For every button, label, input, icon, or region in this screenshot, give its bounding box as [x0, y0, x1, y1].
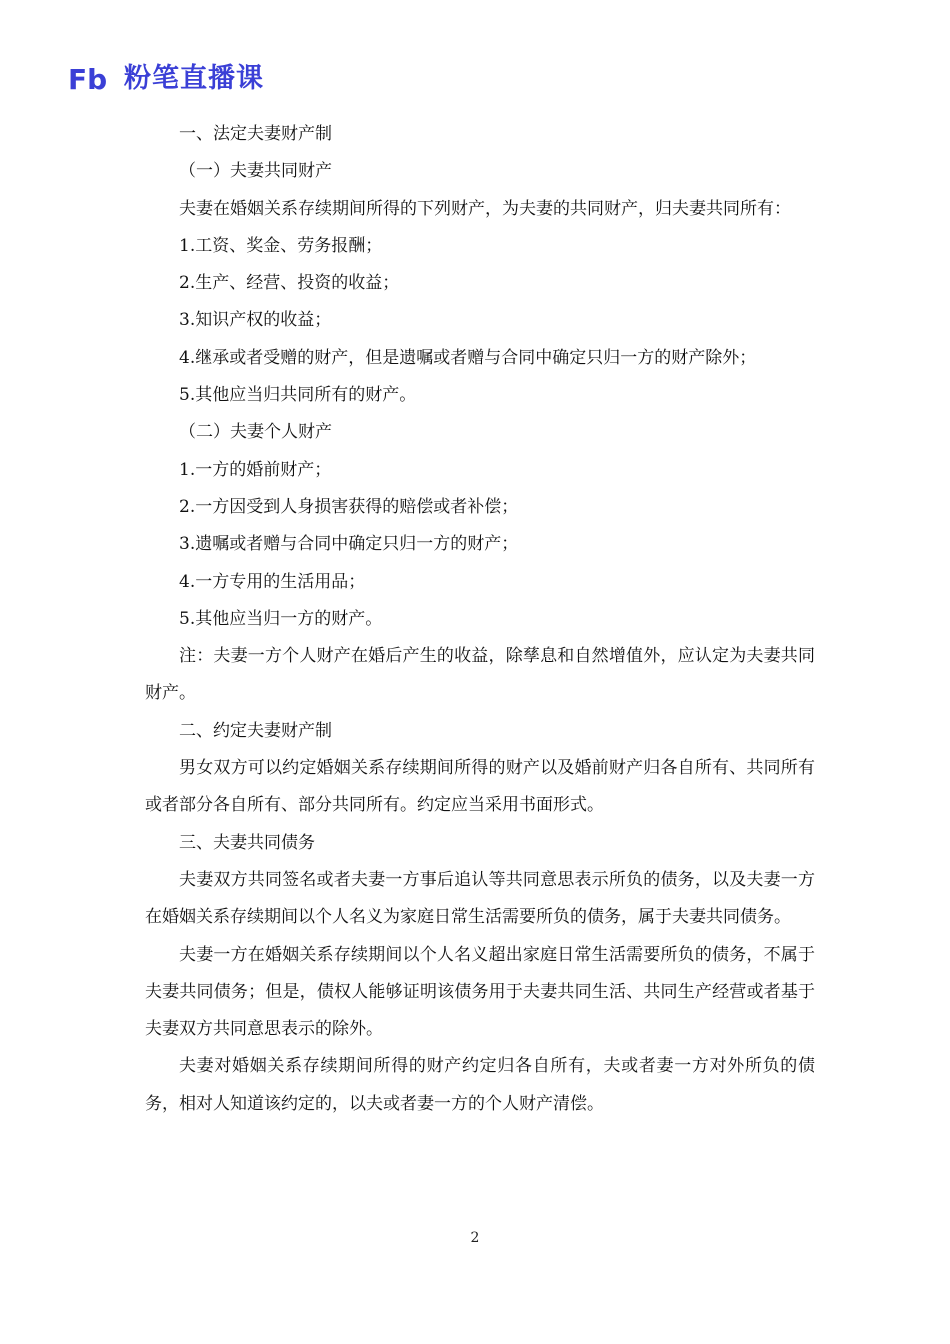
list-item: 5.其他应当归一方的财产。 — [179, 608, 383, 629]
subsection-heading: （一）夫妻共同财产 — [179, 161, 332, 182]
list-item: 3.遗嘱或者赠与合同中确定只归一方的财产； — [179, 534, 519, 555]
list-item: 1.一方的婚前财产； — [179, 459, 332, 480]
list-item: 5.其他应当归共同所有的财产。 — [179, 385, 417, 406]
paragraph: 夫妻对婚姻关系存续期间所得的财产约定归各自所有，夫或者妻一方对外所负的债务，相对人知道该约定的，以夫或者妻一方的个人财产清偿。 — [145, 1056, 815, 1114]
brand-logo — [68, 60, 264, 98]
fb-logo-icon — [68, 64, 118, 94]
list-item: 2.生产、经营、投资的收益； — [179, 273, 400, 294]
section-heading: 一、法定夫妻财产制 — [179, 124, 332, 144]
list-item: 4.继承或者受赠的财产，但是遗嘱或者赠与合同中确定只归一方的财产除外； — [179, 347, 757, 368]
paragraph: 男女双方可以约定婚姻关系存续期间所得的财产以及婚前财产归各自所有、共同所有或者部分各自所有、部分共同所有。约定应当采用书面形式。 — [145, 758, 815, 816]
list-item: 1.工资、奖金、劳务报酬； — [179, 235, 383, 256]
svg-text:Fb: Fb — [68, 64, 108, 94]
note-paragraph: 注：夫妻一方个人财产在婚后产生的收益，除孳息和自然增值外，应认定为夫妻共同财产。 — [145, 646, 815, 704]
document-body — [145, 116, 815, 1123]
section-heading: 三、夫妻共同债务 — [179, 832, 315, 853]
list-item: 3.知识产权的收益； — [179, 310, 332, 331]
subsection-heading: （二）夫妻个人财产 — [179, 422, 332, 443]
section-heading: 二、约定夫妻财产制 — [179, 720, 332, 741]
paragraph: 夫妻在婚姻关系存续期间所得的下列财产，为夫妻的共同财产，归夫妻共同所有： — [179, 198, 791, 219]
list-item: 2.一方因受到人身损害获得的赔偿或者补偿； — [179, 496, 519, 517]
list-item: 4.一方专用的生活用品； — [179, 571, 366, 592]
page-number: 2 — [470, 1230, 480, 1246]
paragraph: 夫妻双方共同签名或者夫妻一方事后追认等共同意思表示所负的债务，以及夫妻一方在婚姻关系存续期间以个人名义为家庭日常生活需要所负的债务，属于夫妻共同债务。 — [145, 869, 815, 928]
paragraph: 夫妻一方在婚姻关系存续期间以个人名义超出家庭日常生活需要所负的债务，不属于夫妻共同债务；但是，债权人能够证明该债务用于夫妻共同生活、共同生产经营或者基于夫妻双方共同意思表示的除外。 — [145, 944, 815, 1040]
brand-name: 粉笔直播课 — [124, 63, 264, 94]
